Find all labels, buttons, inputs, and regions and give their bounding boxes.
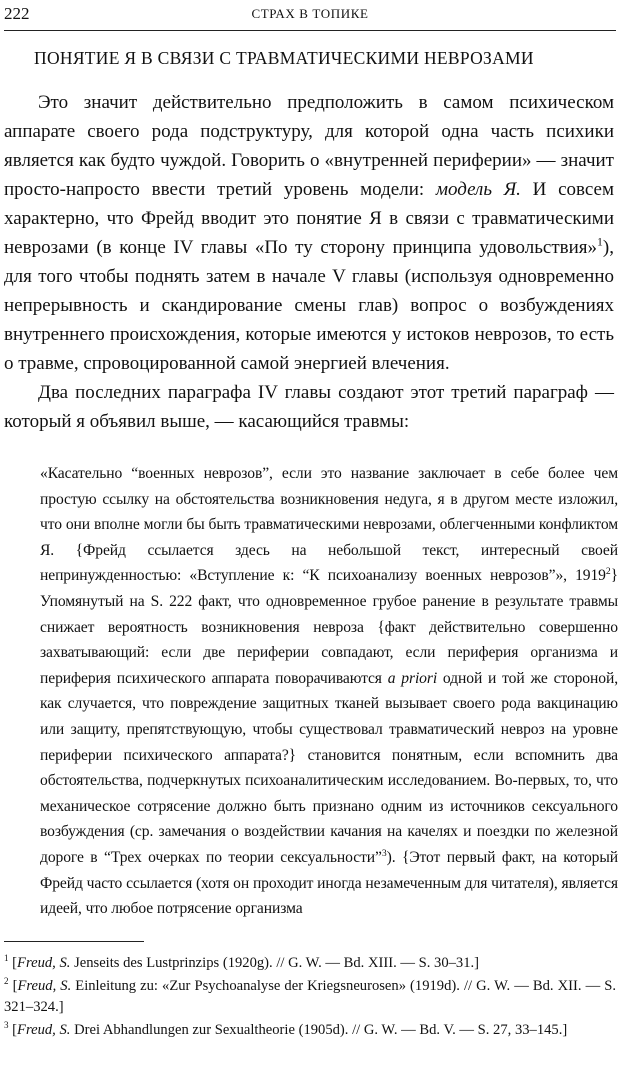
footnote-citation: Drei Abhandlungen zur Sexualtheorie (1905d). // G. W. — Bd. V. — S. 27, 33–145.] xyxy=(70,1022,568,1038)
footnote-marker: 2 xyxy=(4,976,9,987)
footnote-3 xyxy=(4,1020,616,1041)
paragraph-1-text xyxy=(4,88,614,378)
footnote-citation: Jenseits des Lustprinzips (1920g). // G. W. — Bd. XIII. — S. 30–31.] xyxy=(70,955,480,971)
footnote-2 xyxy=(4,976,616,1018)
paragraph-1-text-c: ), для того чтобы поднять затем в начале V главы (используя одновременно непрерывность и скандирование смены глав) вопрос о возбуждениях внутреннего происхождения, которые имеются у истоков неврозов, то есть о травме, спровоцированной самой энергией влечения. xyxy=(4,237,614,374)
quote-text-c: одной и той же стороной, как случается, что повреждение защитных тканей вызывает своего рода вакцинацию или защиту, препятствующую, чтобы существовал травматический невроз на уровне периферии психического аппарата?} становится понятным, если вспомнить два обстоятельства, подчеркнутых психоаналитическим исследованием. Во-первых, то, что механическое сотрясение должно быть признано одним из источников сексуального возбуждения (ср. замечания о воздействии качания на качелях и поездки по железной дороге в “Трех очерках по теории сексуальности” xyxy=(40,669,618,866)
paragraph-1-text-b: И совсем характерно, что Фрейд вводит это понятие Я в связи с травматическими неврозами (в конце IV главы «По ту сторону принципа удовольствия» xyxy=(4,179,614,258)
footnote-author: Freud, S. xyxy=(17,955,71,971)
footnote-ref-3: 3 xyxy=(381,847,387,859)
quote-text-b: } Упомянутый на S. 222 факт, что одновременное грубое ранение в результате травмы снижает вероятность возникновения невроза {факт действительно совершенно захватывающий: если две периферии совпадают, если периферия организма и периферия психического аппарата поворачиваются xyxy=(40,567,618,687)
quote-italic: a priori xyxy=(387,669,438,687)
footnote-author: Freud, S. xyxy=(17,978,72,994)
footnotes xyxy=(4,953,616,1043)
paragraph-1 xyxy=(4,88,614,378)
footnote-marker: 1 xyxy=(4,953,9,964)
footnote-open-bracket: [ xyxy=(8,955,18,971)
running-title: СТРАХ В ТОПИКЕ xyxy=(251,6,369,21)
footnote-open-bracket: [ xyxy=(8,1022,18,1038)
running-header xyxy=(4,4,616,31)
footnote-divider xyxy=(4,941,144,942)
footnote-author: Freud, S. xyxy=(17,1022,71,1038)
paragraph-2-text: Два последних параграфа IV главы создают этот третий параграф — который я объявил выше, — касающийся травмы: xyxy=(4,382,614,432)
block-quote-text xyxy=(40,461,618,922)
paragraph-1-text-a: Это значит действительно предположить в самом психическом аппарате своего рода подструктуру, для которой одна часть психики является как будто чуждой. Говорить о «внутренней периферии» — значит просто-напросто ввести третий уровень модели: xyxy=(4,92,614,200)
footnote-1 xyxy=(4,953,616,974)
footnote-ref-2: 2 xyxy=(605,566,611,578)
page-number: 222 xyxy=(4,4,30,23)
quote-text-d: ). {Этот первый факт, на который Фрейд часто ссылается (хотя он проходит иногда незамеченным для читателя), является идеей, что любое потрясение организма xyxy=(40,848,618,918)
paragraph-2 xyxy=(4,378,614,436)
quote-text-a: «Касательно “военных неврозов”, если это название заключает в себе более чем простую ссылку на обстоятельства возникновения недуга, я в другом месте изложил, что они вполне могли бы быть травматическими неврозами, облегченными конфликтом Я. {Фрейд ссылается здесь на небольшой текст, интересный своей непринужденностью: «Вступление к: “К психоанализу военных неврозов”», 1919 xyxy=(40,465,618,585)
block-quote xyxy=(40,461,618,922)
footnote-open-bracket: [ xyxy=(8,978,18,994)
section-title: ПОНЯТИЕ Я В СВЯЗИ С ТРАВМАТИЧЕСКИМИ НЕВРОЗАМИ xyxy=(34,48,534,68)
footnote-citation: Einleitung zu: «Zur Psychoanalyse der Kriegsneurosen» (1919d). // G. W. — Bd. XII. — S. 321–324.] xyxy=(4,978,616,1015)
footnote-marker: 3 xyxy=(4,1020,9,1031)
footnote-ref-1: 1 xyxy=(597,235,603,249)
paragraph-1-italic: модель Я. xyxy=(435,179,521,200)
